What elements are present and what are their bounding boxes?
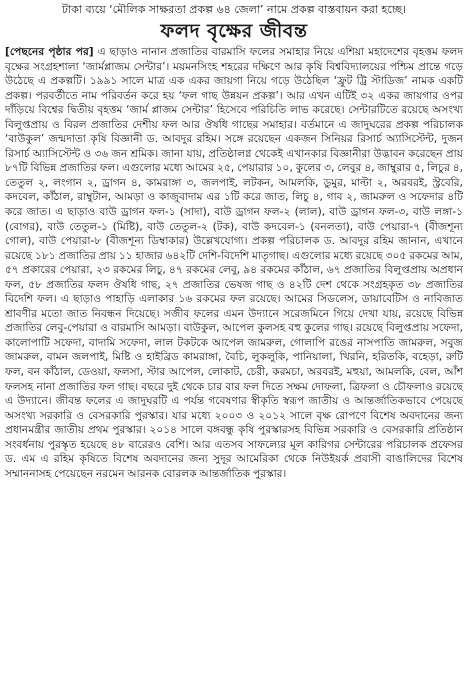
previous-article-tail: টাকা ব্যয়ে ‘মৌলিক সাক্ষরতা প্রকল্প ৬৪ জেলা’ নামে প্রকল্প বাস্তবায়ন করা হচ্ছে। [61,3,407,16]
headline: ফলদ বৃক্ষের জীবন্ত [160,20,308,42]
article-body [5,45,463,481]
continuation-label: [পেছনের পৃষ্ঠার পর] [5,46,94,58]
article-text: এ ছাড়াও নানান প্রজাতির বারমাসি ফলের সমাহার নিয়ে এশিয়া মহাদেশের বৃহত্তম ফলদ বৃক্ষের সংগ্রহশালা ‘জার্মপ্লাজম সেন্টার’। ময়মনসিংহ শহরের দক্ষিণে আর কৃষি বিশ্ববিদ্যালয়ের পশ্চিম প্রান্তে গড়ে উঠেছে এ প্রকল্পটি। ১৯৯১ সালে মাত্র এক একর জায়গা নিয়ে গড়ে উঠেছিল ‘ফ্রুট ট্রি স্টাডিজ’ নামক একটি প্রকল্প। পরবর্তীতে নাম পরিবর্তন করে হয় ‘ফল গাছ উন্নয়ন প্রকল্প’। আর এখন এটিই ৩২ একর জায়গার ওপর দাঁড়িয়ে বিশ্বের দ্বিতীয় বৃহত্তম ‘জার্ম প্লাজম সেন্টার’ হিসেবে পরিচিতি লাভ করেছে। সেন্টারটিতে রয়েছে অসংখ্য বিলুপ্তপ্রায় ও বিরল প্রজাতির দেশীয় ফল আর ঔষধি গাছের সমাহার। বর্তমানে এ জাদুঘরের প্রকল্প পরিচালক ‘বাউকুল’ জন্মদাতা কৃষি বিজ্ঞানী ড. আবদুর রহিম। সঙ্গে রয়েছেন একজন সিনিয়র রিসার্চ অ্যাসিস্টেন্ট, দুজন রিসার্চ অ্যাসিস্টেন্ট ও ৩৬ জন শ্রমিক। জানা যায়, প্রতিষ্ঠালগ্ন থেকেই এখানকার বিজ্ঞানীরা উদ্ভাবন করেছেন প্রায় ৮৭টি বিভিন্ন প্রজাতির ফল। এগুলোর মধ্যে আমের ২৫, পেয়ারার ১০, কুলের ৩, লেবুর ৪, জাম্বুরার ৫, লিচুর ৪, তেতুল ২, লংগান ২, ড্রাগন ৪, কামরাঙ্গা ৩, জলপাই, লটকন, আমলকি, ডুমুর, মাল্টা ২, অরবরই, স্ট্রবেরি, কদবেল, কাঁঠাল, রাম্বুটান, আমড়া ও কাজুবাদাম এর ১টি করে জাত, লিচু ৪, গাব ২, জামরুল ও সফেদার ৪টি করে জাত। এ ছাড়াও বাউ ড্রাগন ফল-১ (সাদা), বাউ ড্রাগন ফল-২ (লাল), বাউ ড্রাগন ফল-৩, বাউ লঙ্গা-১ (বোগর), বাউ তেতুল-১ (মিষ্টি), বাউ তেতুল-২ (টক), বাউ কদবেল-১ (বনলতা), বাউ পেয়ারা-৭ (বীজশূন্য গোল), বাউ পেয়ারা-৮ (বীজশূন্য ডিম্বাকার) উল্লেখযোগ্য। প্রকল্প পরিচালক ড. আবদুর রহিম জানান, এখানে রয়েছে ১৮১ প্রজাতির প্রায় ১১ হাজার ৬৪২টি দেশি-বিদেশি মাতৃগাছ। এগুলোর মধ্যে রয়েছে ৩০৫ রকমের আম, ৫৭ প্রকারের পেয়ারা, ২৩ রকমের লিচু, ৪৭ রকমের লেবু, ৯৪ রকমের কাঁঠাল, ৬৭ প্রজাতির বিলুপ্তপ্রায় অপ্রধান ফল, ৫৮ প্রজাতির ফলদ ঔষধি গাছ, ২৭ প্রজাতির ভেষজ গাছ ও ৪২টি দেশ থেকে সংগ্রহকৃত ৩৮ প্রজাতির বিদেশি ফল। এ ছাড়াও পাহাড়ি এলাকার ১৬ রকমের ফল রয়েছে। আমের সিডলেস, ডায়াবেটিস ও নাবিজাত শ্রাবণীর মতো জাত নিবন্ধন দিয়েছে। সজীব ফলের এমন উদ্যানে সরেজমিনে গিয়ে দেখা যায়, রয়েছে বিভিন্ন প্রজাতির লেবু-পেয়ারা ও বারমাসি আমড়া। বাউকুল, আপেল কুলসহ বহু কুলের গাছ। রয়েছে বিলুপ্তপ্রায় সফেদা, কালোপাটি সফেদা, বাদামি সফেদা, লাল টকটকে আপেল জামরুল, গোলাপি রঙের নাসপাতি জামরুল, সবুজ জামরুল, বামন জলপাই, মিষ্টি ও হাইব্রিড কামরাঙ্গা, বৈচি, লুকলুকি, পানিয়ালা, খিরনি, হরিতকি, বহেড়া, রুটি ফল, বন কাঁঠাল, ডেওয়া, ফলসা, স্টার আপেল, লোকাট, চেরী, করমচা, অরবরই, মহুয়া, আমলকি, বেল, আঁশ ফলসহ নানা প্রজাতির ফল গাছ। বছরে দুই থেকে চার বার ফল দিতে সক্ষম দোফলা, ত্রিফলা ও চৌফলাও রয়েছে এ উদ্যানে। জীবন্ত ফলের এ জাদুঘরটি এ পর্যন্ত গবেষণার স্বীকৃতি স্বরূপ জাতীয় ও আন্তর্জাতিকভাবে পেয়েছে অসংখ্য সরকারি ও বেসরকারি পুরস্কার। যার মধ্যে ২০০৩ ও ২০১২ সালে বৃক্ষ রোপণে বিশেষ অবদানের জন্য প্রধানমন্ত্রীর জাতীয় প্রথম পুরস্কার। ২০১৪ সালে বঙ্গবন্ধু কৃষি পুরস্কারসহ বিভিন্ন সরকারি ও বেসরকারি প্রতিষ্ঠান সংবর্ধনায় পুরস্কৃত হয়েছে ৪৮ বারেরও বেশি। আর এতসব সাফল্যের মূল কারিগর সেন্টারের পরিচালক প্রফেসর ড. এম এ রহিম কৃষিতে বিশেষ অবদানের জন্য সুদূর আমেরিকা থেকে নিউইয়র্ক প্রবাসী বাঙালিদের বিশেষ সম্মাননাসহ পেয়েছেন নরমেন আরনক বোরলক আন্তর্জাতিক পুরস্কার। [5,46,464,480]
